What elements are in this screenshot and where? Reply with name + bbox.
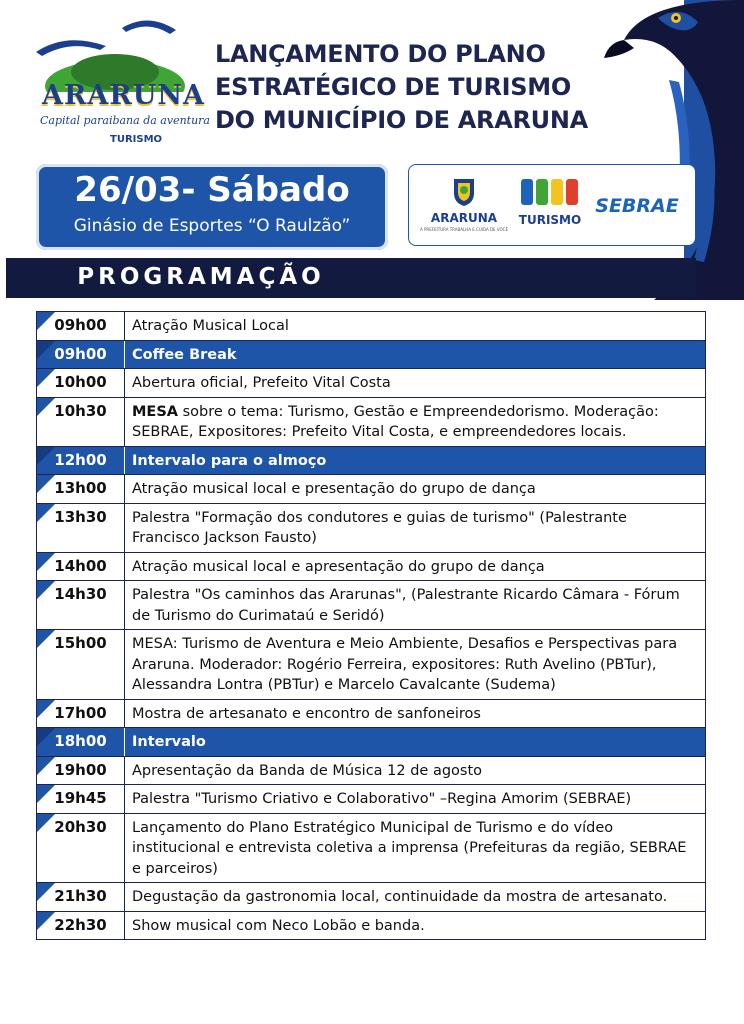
schedule-time (37, 757, 125, 785)
schedule-description (125, 504, 705, 552)
section-title: PROGRAMAÇÃO (77, 264, 325, 290)
corner-triangle-icon (37, 447, 55, 465)
schedule-description (125, 785, 705, 813)
schedule-description (125, 700, 705, 728)
description-text: Palestra "Os caminhos das Ararunas", (Palestrante Ricardo Câmara - Fórum de Turismo do Curimataú e Seridó) (132, 587, 680, 624)
schedule-row (37, 369, 705, 398)
turismo-partner-logo (515, 175, 585, 241)
schedule-description (125, 814, 705, 883)
description-text: Apresentação da Banda de Música 12 de agosto (132, 762, 483, 779)
schedule-time (37, 630, 125, 699)
schedule-time (37, 475, 125, 503)
corner-triangle-icon (37, 912, 55, 930)
schedule-row (37, 341, 705, 370)
time-label: 13h30 (54, 507, 107, 526)
schedule-description (125, 369, 705, 397)
schedule-description (125, 553, 705, 581)
schedule-row (37, 581, 705, 630)
schedule-description (125, 757, 705, 785)
date-box (36, 164, 388, 250)
schedule-time (37, 785, 125, 813)
description-text: Palestra "Formação dos condutores e guias de turismo" (Palestrante Francisco Jackson Fausto) (132, 509, 627, 546)
section-header (6, 258, 696, 298)
schedule-row (37, 883, 705, 912)
event-date: 26/03- Sábado (74, 170, 350, 210)
corner-triangle-icon (37, 581, 55, 599)
corner-triangle-icon (37, 814, 55, 832)
description-text: Intervalo (132, 734, 206, 750)
schedule-row (37, 630, 705, 700)
schedule-row (37, 553, 705, 582)
logo-slogan: Capital paraibana da aventura (40, 114, 210, 127)
sebrae-partner-logo (589, 183, 685, 227)
time-label: 20h30 (54, 817, 107, 836)
title-line: DO MUNICÍPIO DE ARARUNA (215, 106, 588, 134)
schedule-row (37, 912, 705, 940)
description-text: Lançamento do Plano Estratégico Municipal de Turismo e do vídeo institucional e entrevista coletiva a imprensa (Prefeituras da região, SEBRAE e parceiros) (132, 819, 687, 877)
schedule-description (125, 475, 705, 503)
description-text: Degustação da gastronomia local, continuidade da mostra de artesanato. (132, 889, 668, 905)
schedule-time (37, 369, 125, 397)
schedule-row (37, 312, 705, 341)
schedule-row (37, 785, 705, 814)
time-label: 10h00 (54, 373, 107, 391)
corner-triangle-icon (37, 883, 55, 901)
schedule-time (37, 504, 125, 552)
event-title (215, 38, 615, 137)
description-text: Atração Musical Local (132, 318, 289, 334)
logo-wordmark: ARARUNA (42, 80, 205, 111)
crest-icon (452, 177, 476, 207)
schedule-time (37, 341, 125, 369)
time-label: 18h00 (54, 732, 107, 750)
title-line: LANÇAMENTO DO PLANO (215, 40, 546, 68)
description-text: Palestra "Turismo Criativo e Colaborativo" –Regina Amorim (SEBRAE) (132, 791, 632, 807)
schedule-description (125, 728, 705, 756)
schedule-description (125, 912, 705, 940)
schedule-description (125, 630, 705, 699)
schedule-row (37, 504, 705, 553)
schedule-description (125, 341, 705, 369)
event-venue: Ginásio de Esportes “O Raulzão” (73, 216, 351, 236)
schedule-row (37, 728, 705, 757)
partner-name: ARARUNA (430, 211, 498, 225)
corner-triangle-icon (37, 553, 55, 571)
partner-name: SEBRAE (595, 195, 679, 217)
schedule-time (37, 581, 125, 629)
description-text: Show musical com Neco Lobão e banda. (132, 917, 425, 934)
schedule-row (37, 398, 705, 447)
time-label: 22h30 (54, 915, 107, 934)
schedule-time (37, 814, 125, 883)
schedule-row (37, 700, 705, 729)
corner-triangle-icon (37, 398, 55, 416)
schedule-row (37, 447, 705, 476)
time-label: 13h00 (54, 479, 107, 497)
time-label: 09h00 (54, 344, 107, 363)
macaw-icon (594, 0, 744, 300)
description-text: Atração musical local e presentação do grupo de dança (132, 481, 536, 497)
araruna-logo (30, 12, 210, 157)
description-text: Intervalo para o almoço (132, 452, 327, 469)
description-text: sobre o tema: Turismo, Gestão e Empreendedorismo. Moderação: SEBRAE, Expositores: Prefeito Vital Costa, e empreendedores locais. (132, 403, 659, 440)
schedule-row (37, 814, 705, 884)
schedule-description (125, 312, 705, 340)
time-label: 09h00 (54, 316, 107, 334)
schedule-description (125, 398, 705, 446)
schedule-row (37, 475, 705, 504)
partner-logos (408, 164, 696, 246)
schedule-time (37, 700, 125, 728)
schedule-time (37, 398, 125, 446)
partner-name: TURISMO (518, 213, 582, 227)
turismo-icon (521, 177, 579, 207)
schedule-time (37, 447, 125, 475)
schedule-time (37, 553, 125, 581)
partner-tagline: A PREFEITURA TRABALHA E CUIDA DE VOCÊ (420, 227, 508, 232)
title-line: ESTRATÉGICO DE TURISMO (215, 73, 571, 101)
corner-triangle-icon (37, 700, 55, 718)
corner-triangle-icon (37, 504, 55, 522)
corner-triangle-icon (37, 630, 55, 648)
time-label: 10h30 (54, 401, 107, 420)
time-label: 14h30 (54, 585, 107, 603)
schedule-table (36, 311, 706, 940)
schedule-time (37, 312, 125, 340)
corner-triangle-icon (37, 728, 55, 746)
corner-triangle-icon (37, 757, 55, 775)
corner-triangle-icon (37, 785, 55, 803)
schedule-time (37, 883, 125, 911)
schedule-description (125, 883, 705, 911)
logo-turismo: TURISMO (110, 134, 163, 145)
time-label: 14h00 (54, 556, 107, 575)
corner-triangle-icon (37, 475, 55, 493)
description-text: Abertura oficial, Prefeito Vital Costa (132, 375, 391, 391)
time-label: 19h00 (54, 760, 107, 779)
description-text: MESA: Turismo de Aventura e Meio Ambiente, Desafios e Perspectivas para Araruna. Moderador: Rogério Ferreira, expositores: Ruth Avelino (PBTur), Alessandra Lontra (PBTur) e Marcelo Cavalcante (Sudema) (132, 636, 678, 693)
schedule-row (37, 757, 705, 786)
araruna-partner-logo (419, 177, 509, 241)
corner-triangle-icon (37, 341, 55, 359)
time-label: 17h00 (54, 703, 107, 722)
schedule-time (37, 912, 125, 940)
schedule-time (37, 728, 125, 756)
corner-triangle-icon (37, 369, 55, 387)
schedule-description (125, 447, 705, 475)
description-text: Atração musical local e apresentação do grupo de dança (132, 558, 545, 575)
time-label: 19h45 (54, 789, 107, 807)
time-label: 21h30 (54, 887, 107, 905)
description-text: Mostra de artesanato e encontro de sanfoneiros (132, 705, 481, 722)
description-text: Coffee Break (132, 346, 237, 363)
schedule-description (125, 581, 705, 629)
time-label: 15h00 (54, 634, 107, 652)
description-emphasis: MESA (132, 403, 178, 420)
corner-triangle-icon (37, 312, 55, 330)
time-label: 12h00 (54, 450, 107, 469)
